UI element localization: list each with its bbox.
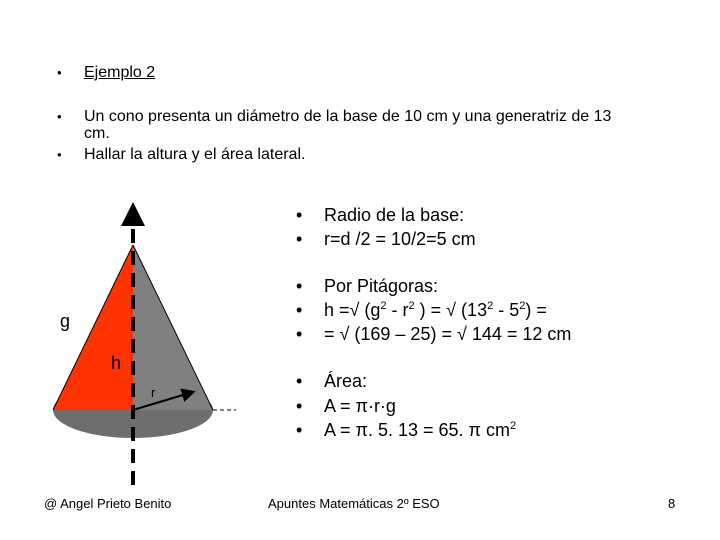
problem-line-1: Un cono presenta un diámetro de la base de 10 cm y una generatriz de 13: [84, 108, 612, 125]
footer-course: Apuntes Matemáticas 2º ESO: [268, 496, 440, 511]
label-g: g: [60, 311, 71, 331]
problem-line-2: cm.: [84, 125, 110, 142]
area-title-line: • Área:: [296, 371, 368, 391]
label-h: h: [111, 353, 122, 373]
radius-calc: r=d /2 = 10/2=5 cm: [324, 229, 476, 249]
bullet: •: [57, 109, 62, 124]
pythagoras-result: = √ (169 – 25) = √ 144 = 12 cm: [324, 324, 572, 344]
radius-title-line: • Radio de la base:: [296, 205, 465, 225]
page-number: 8: [668, 496, 676, 511]
footer-author: @ Angel Prieto Benito: [44, 496, 172, 511]
area-formula-line: • A = π·r·g: [296, 396, 396, 416]
pythagoras-result-line: • = √ (169 – 25) = √ 144 = 12 cm: [296, 324, 572, 344]
bullet: •: [57, 147, 62, 162]
area-formula: A = π·r·g: [324, 396, 396, 416]
label-r: r: [151, 385, 156, 400]
pythagoras-title: Por Pitágoras:: [324, 276, 439, 296]
area-result-line: • A = π. 5. 13 = 65. π $cm^2$: [296, 420, 517, 440]
radius-title: Radio de la base:: [324, 205, 465, 225]
bullet: •: [57, 65, 62, 80]
pythagoras-title-line: • Por Pitágoras:: [296, 276, 439, 296]
pythagoras-formula-line: • h =√ ($g^2 - r^2$ ) = √ $(13^2 - 5^2)$ =: [296, 300, 547, 320]
problem-line-3: Hallar la altura y el área lateral.: [84, 146, 306, 163]
example-heading: Ejemplo 2: [84, 64, 156, 81]
area-title: Área:: [324, 371, 368, 391]
radius-calc-line: • r=d /2 = 10/2=5 cm: [296, 229, 476, 249]
